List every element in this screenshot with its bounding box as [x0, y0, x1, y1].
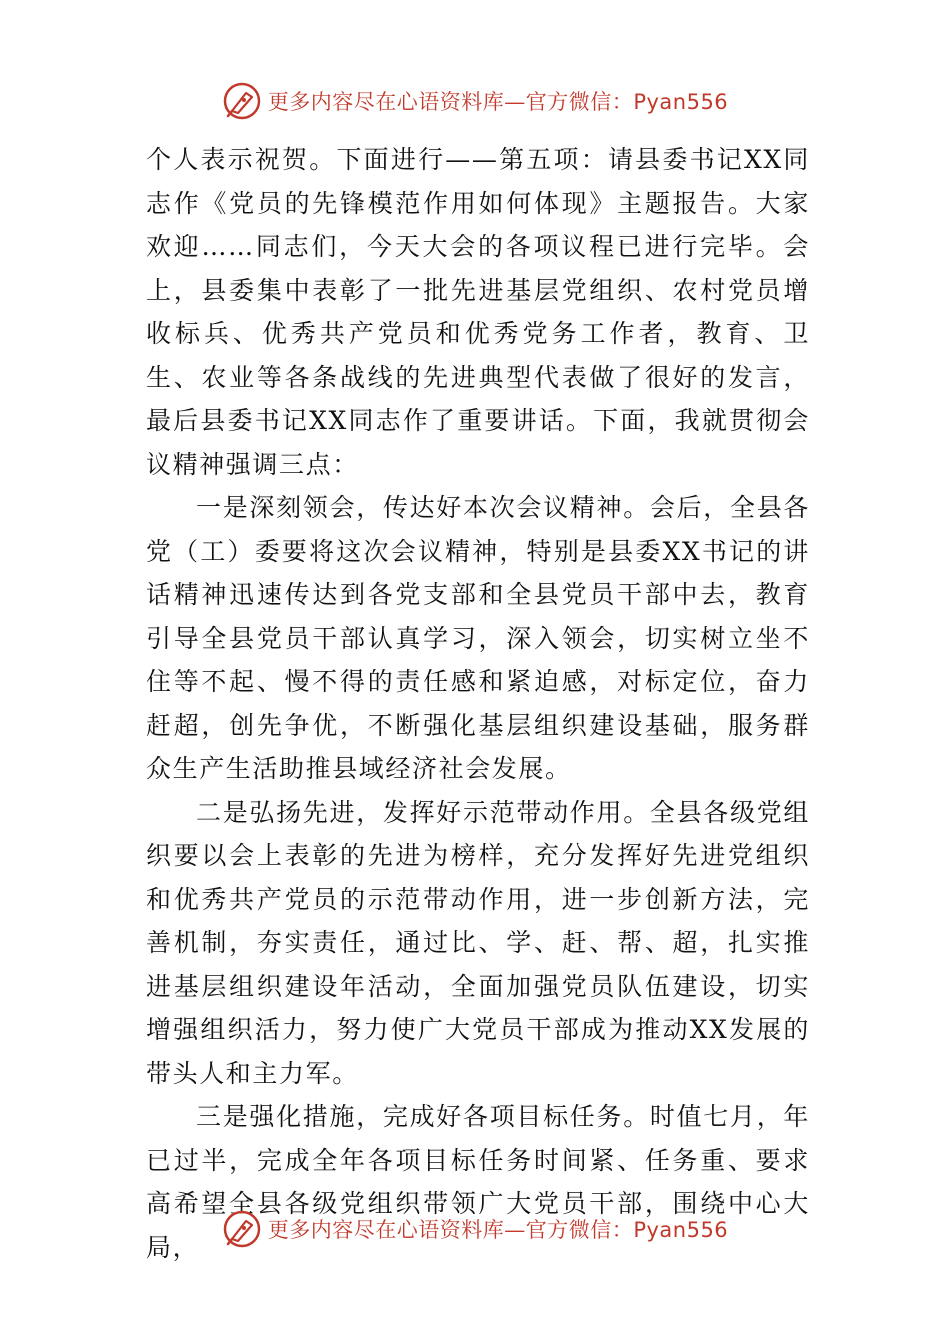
header-banner — [0, 80, 950, 122]
document-body — [146, 138, 810, 1269]
banner-text: 更多内容尽在心语资料库—官方微信：Pyan556 — [267, 1218, 729, 1242]
paragraph-3: 二是弘扬先进，发挥好示范带动作用。全县各级党组织要以会上表彰的先进为榜样，充分发挥好先进党组织和优秀共产党员的示范带动作用，进一步创新方法，完善机制，夯实责任，通过比、学、赶、帮、超，扎实推进基层组织建设年活动，全面加强党员队伍建设，切实增强组织活力，努力使广大党员干部成为推动XX发展的带头人和主力军。 — [146, 797, 810, 1088]
pen-nib-logo-icon — [222, 81, 262, 121]
pen-nib-logo-icon — [222, 1209, 262, 1249]
footer-banner — [0, 1208, 950, 1250]
paragraph-1: 个人表示祝贺。下面进行——第五项：请县委书记XX同志作《党员的先锋模范作用如何体现》主题报告。大家欢迎……同志们，今天大会的各项议程已进行完毕。会上，县委集中表彰了一批先进基层党组织、农村党员增收标兵、优秀共产党员和优秀党务工作者，教育、卫生、农业等各条战线的先进典型代表做了很好的发言，最后县委书记XX同志作了重要讲话。下面，我就贯彻会议精神强调三点： — [146, 145, 810, 479]
paragraph-4: 三是强化措施，完成好各项目标任务。时值七月，年已过半，完成全年各项目标任务时间紧、任务重、要求高希望全县各级党组织带领广大党员干部，围绕中心大局， — [146, 1102, 810, 1262]
banner-text: 更多内容尽在心语资料库—官方微信：Pyan556 — [267, 90, 729, 114]
wechat-id: Pyan556 — [633, 1218, 729, 1242]
paragraph-2: 一是深刻领会，传达好本次会议精神。会后，全县各党（工）委要将这次会议精神，特别是县委XX书记的讲话精神迅速传达到各党支部和全县党员干部中去，教育引导全县党员干部认真学习，深入领会，切实树立坐不住等不起、慢不得的责任感和紧迫感，对标定位，奋力赶超，创先争优，不断强化基层组织建设基础，服务群众生产生活助推县域经济社会发展。 — [146, 493, 810, 783]
wechat-id: Pyan556 — [633, 90, 729, 114]
